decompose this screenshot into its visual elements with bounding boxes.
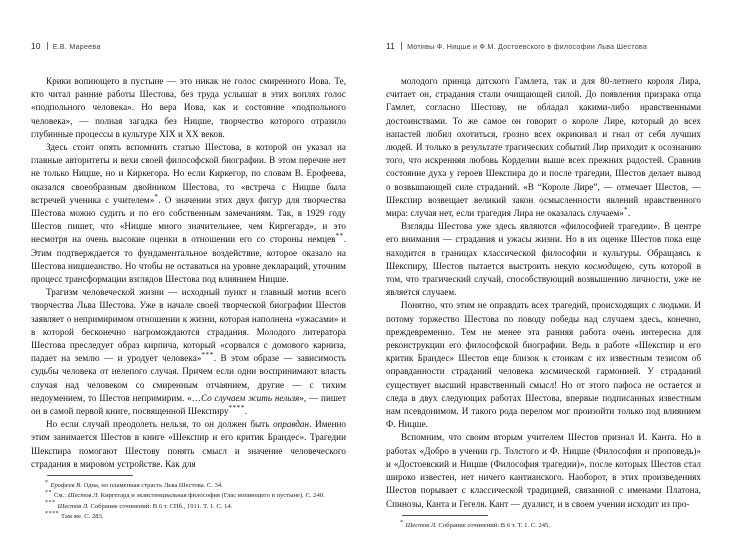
emphasis-text: Ерофеев В.	[50, 482, 82, 490]
emphasis-text: космодицею	[584, 260, 632, 271]
footnote-item-marker: *	[45, 479, 49, 486]
page-folio-left: 10	[31, 41, 41, 51]
paragraph: Понятно, что этим не оправдать всех трагедий, происходящих с людьми. И потому торжество Шестова по поводу победы над случаем здесь, конечно, преждевременно. Тем не менее эта ранняя работа очень интересна для реконструкции его философской биографии. Ведь в работе «Шекспир и его критик Брандес» Шестов еще близок к стоикам с их известным тезисом об оправданности страданий человека космической гармонией. У страданий существует высший нравственный смысл! Но от этого пафоса не остается и следа в двух следующих работах Шестова, впервые подписанных известным нам псевдонимом. И такого рода перелом мог произойти только под влиянием Ф. Ницше.	[386, 300, 701, 430]
page-folio-right: 11	[386, 41, 396, 51]
emphasis-text: Шестов Л.	[57, 502, 89, 510]
footnote-item: **** Там же. С. 283.	[45, 510, 104, 520]
paragraph: молодого принца датского Гамлета, так и для 80-летнего короля Лира, считает он, страдания стали очищающей силой. До появления призрака отца Гамлет, согласно Шестову, не обладал какими-либо нравственными достоинствами. То же самое он говорит о короле Лире, который до всех напастей любил охотиться, грозно всех окрикивал и гнал от себя лучших людей. И только в результате трагических событий Лир приходит к осознанию того, что искренняя любовь Корделии выше всех прежних радостей. Сравнив состояние духа у героев Шекспира до и после трагедии, Шестов делает вывод о возвышающей силе страданий. «В “Короле Лире”, — отмечает Шестов, — Шекспир возвещает великий закон осмысленности явлений нравственного мира: случая нет, если трагедия Лира не оказалась случаем»*.	[386, 76, 701, 219]
body-text-left	[31, 75, 346, 471]
footnote-separator-left	[47, 475, 133, 476]
footnote-marker[interactable]: **	[335, 232, 344, 241]
footnote-item-marker: ***	[45, 500, 56, 507]
footnotes-left	[31, 471, 346, 522]
running-head-right	[386, 41, 701, 51]
footnotes-right	[386, 511, 701, 531]
paragraph: Крики вопиющего в пустыне — это никак не голос смиренного Иова. Те, кто читал ранние работы Шестова, без труда услышат в этих воплях голос «подпольного человека». Но вера Иова, как и состояние «подпольного человека», — полная загадка без Ницше, творчество которого отразило глубинные процессы в культуре XIX и XX веков.	[31, 76, 346, 139]
footnote-marker[interactable]: *	[623, 205, 629, 214]
footnote-marker[interactable]: ***	[201, 351, 214, 360]
body-text-right	[386, 75, 701, 511]
running-head-divider	[47, 42, 48, 50]
emphasis-text: Шестов Л.	[405, 521, 437, 529]
footnote-item: * Ерофеев В. Одна, но пламенная страсть Льва Шестова. С. 34.	[45, 479, 223, 490]
paragraph: Здесь стоит опять вспомнить статью Шестова, в которой он указал на главные авторитеты и вехи своей философской биографии. В этом перечне нет не только Ницше, но и Киркегора. Но если Киркегор, по словам В. Ерофеева, оказался своеобразным двойником Шестова, то «встреча с Ницше была встречей ученика с учителем»*. О значении этих двух фигур для творчества Шестова можно судить и по его собственным замечаниям. Так, в 1929 году Шестов пишет, что «Ницше много значительнее, чем Киргегард», и это несмотря на очень высокие оценки в отношении его со стороны немцев**. Этим подтверждается то фундаментальное воздействие, которое оказало на Шестова ницшеанство. Но чтобы не оставаться на уровне деклараций, уточним процесс трансформации взглядов Шестова под влиянием Ницше.	[31, 142, 347, 285]
footnote-marker[interactable]: *	[154, 192, 159, 201]
paragraph: Но если случай преодолеть нельзя, то он должен быть оправдан. Именно этим занимается Шестов в книге «Шекспир и его критик Брандес». Трагедии Шекспира помогают Шестову понять смысл и значение человеческого страдания в мировом устройстве. Как для	[31, 419, 346, 469]
footnote-separator-right	[402, 515, 488, 516]
footnote-marker[interactable]: ****	[228, 404, 245, 413]
footnote-item-marker: ****	[45, 510, 59, 517]
footnote-item: * Шестов Л. Собрание сочинений: В 6 т. Т. 1. С. 245.	[400, 519, 550, 529]
running-head-divider	[401, 42, 402, 50]
emphasis-text: оправдан	[273, 419, 310, 430]
running-head-title-left: Е.В. Мареева	[52, 43, 101, 51]
emphasis-text: Шестов Л.	[67, 492, 100, 500]
paragraph: Вспомним, что своим вторым учителем Шестов признал И. Канта. Но в работах «Добро в учении гр. Толстого и Ф. Ницше (Философия и проповедь)» и «Достоевский и Ницше (Философия трагедии)», после которых Шестов стал широко известен, нет ничего кантианского. Наоборот, в этих произведениях Шестов порывает с классической традицией, связанной с именами Платона, Спинозы, Канта и Гегеля. Кант — дуалист, и в своем учении исходит из про-	[386, 432, 701, 509]
page-right	[366, 0, 732, 540]
footnote-item: ** См.: Шестов Л. Киргегард и экзистенциальная философия (Глас вопиющего в пустыне). С. 240.	[45, 490, 325, 500]
footnote-item: *** Шестов Л. Собрание сочинений: В 6 т. СПб., 1911. Т. 1. С. 14.	[45, 500, 233, 510]
running-head-title-right: Мотивы Ф. Ницше и Ф.М. Достоевского в философии Льва Шестова	[407, 43, 648, 51]
footnote-list-left	[31, 481, 346, 521]
running-head-left	[31, 41, 346, 51]
paragraph: Трагизм человеческой жизни — исходный пункт и главный мотив всего творчества Льва Шестова. Уже в начале своей творческой биографии Шестов заявляет о непримиримом отношении к жизни, которая наполнена «ужасами» и в которой бесконечно нагромождаются страдания. Молодого литератора Шестова преследует образ кирпича, который «сорвался с домового карниза, падает на землю — и уродует человека»***. В этом образе — зависимость судьбы человека от нелепого случая. Причем если одни воспринимают власть случая над человеком со смиренным отчаянием, другие — с тихим недоумением, то Шестов непримирим. «…Со случаем жить нельзя», — пишет он в самой первой книге, посвященной Шекспиру****.	[31, 287, 347, 417]
footnote-item-marker: *	[400, 519, 404, 526]
paragraph: Взгляды Шестова уже здесь являются «философией трагедии». В центре его внимания — страдания и ужасы жизни. Но в их оценке Шестов пока еще находится в границах классической философии и культуры. Обращаясь к Шекспиру, Шестов пытается выстроить некую космодицею, суть которой в том, что трагический случай, способствующий возвышению личности, уже не является случаем.	[386, 221, 701, 298]
footnote-list-right	[386, 521, 701, 530]
footnote-item-marker: **	[45, 490, 52, 497]
emphasis-text: Со случаем жить нельзя	[200, 392, 300, 403]
